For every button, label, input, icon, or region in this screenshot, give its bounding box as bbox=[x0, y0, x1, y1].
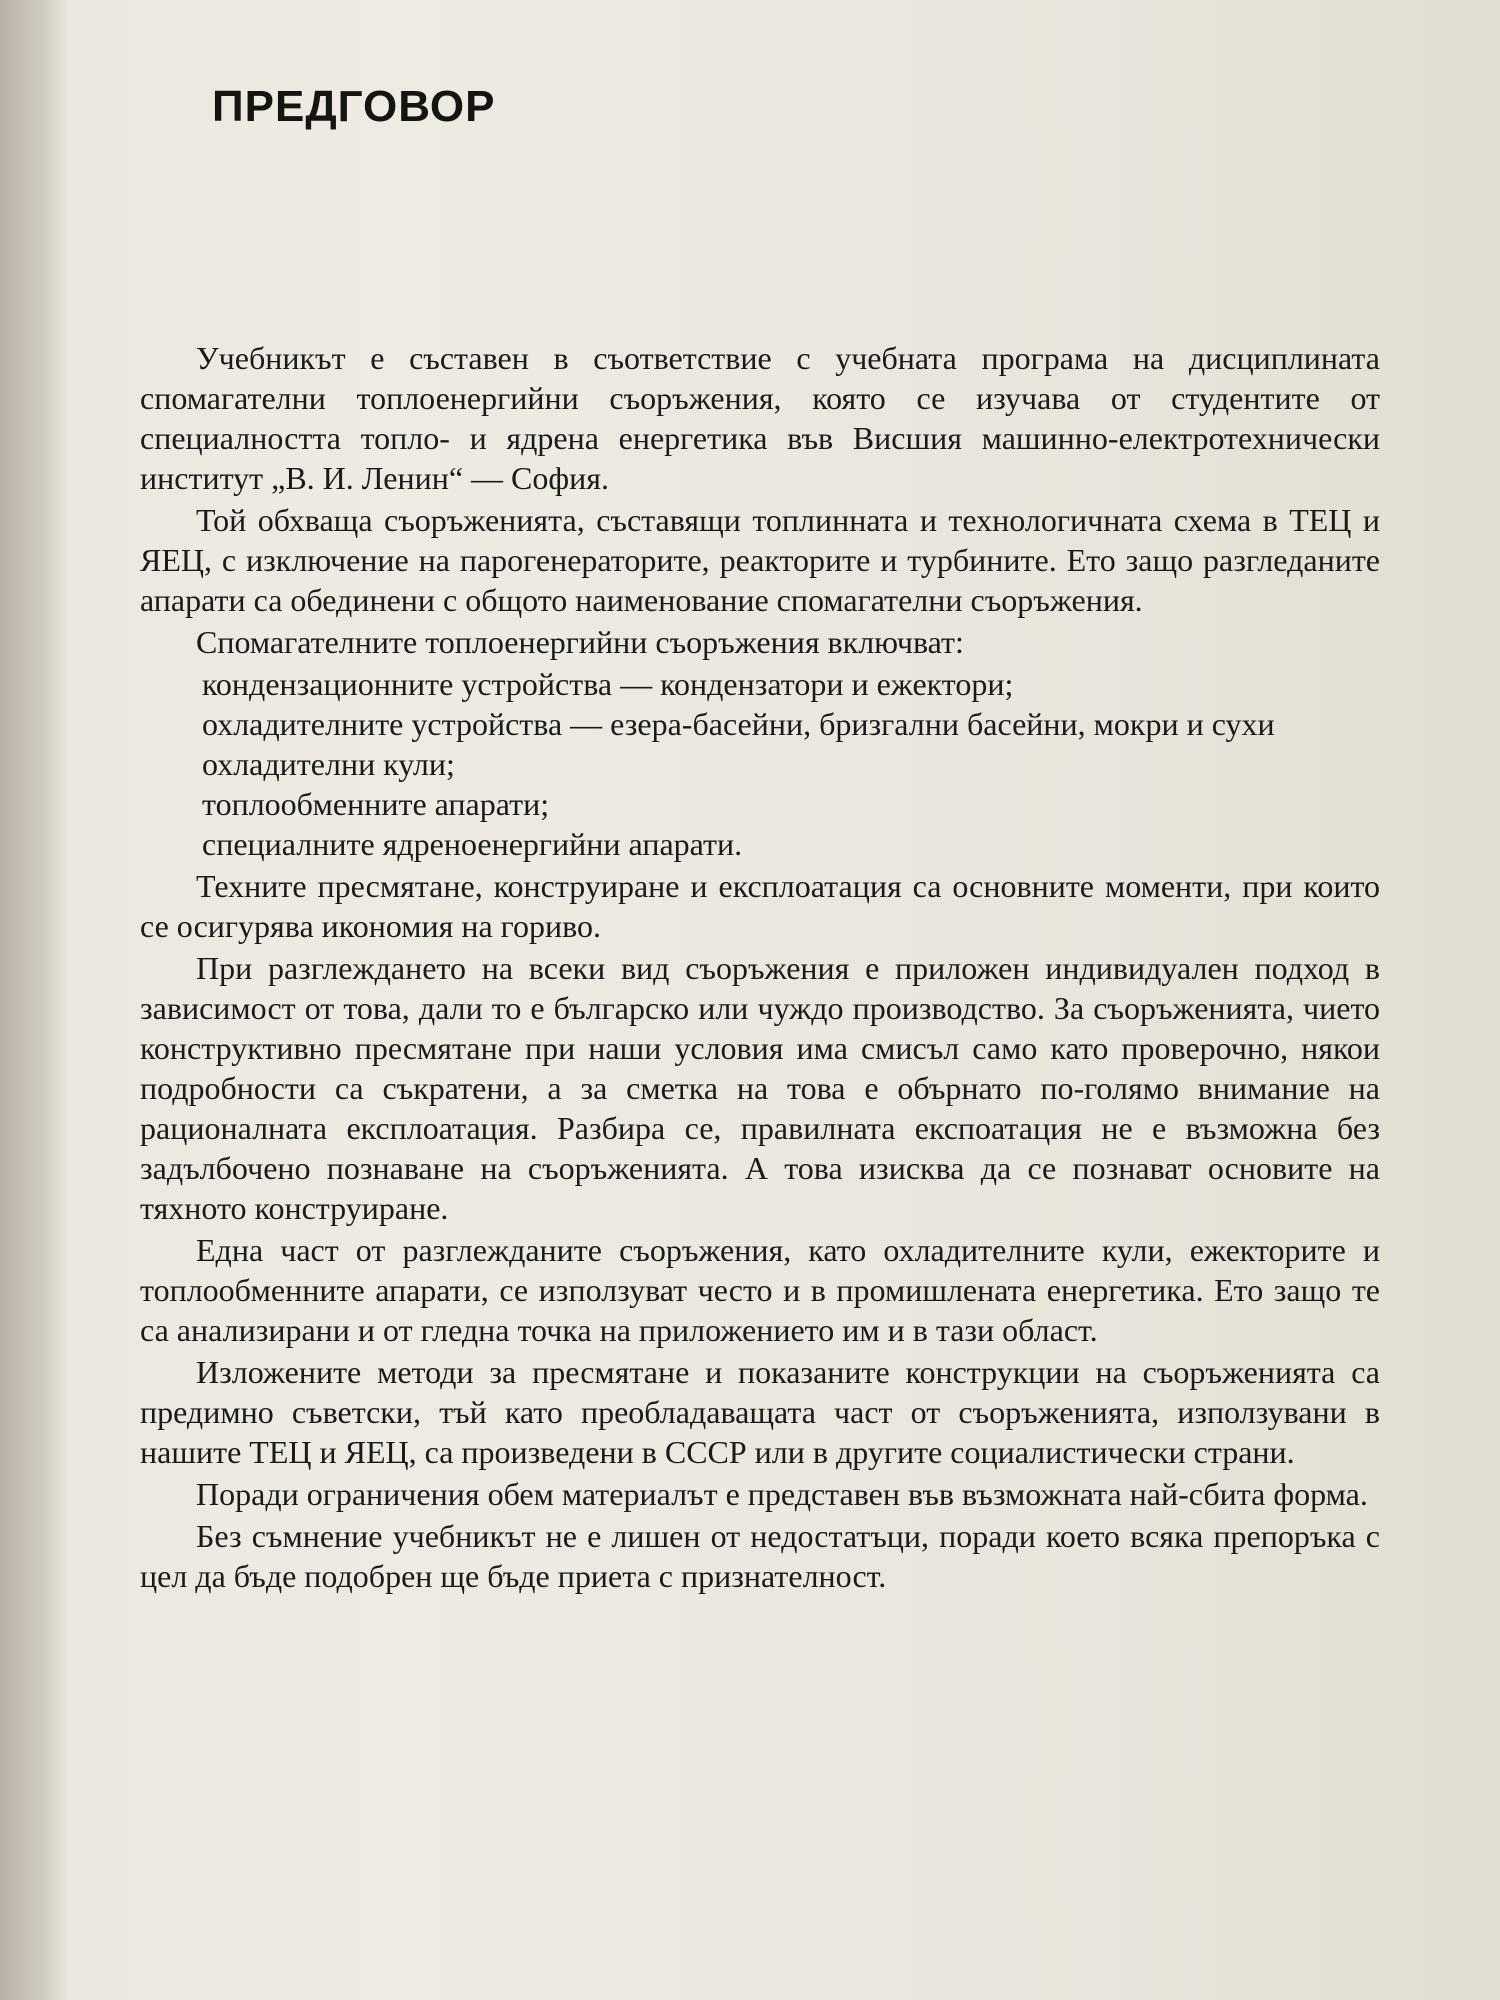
paragraph-8: Поради ограничения обем материалът е представен във възможната най-сбита форма. bbox=[196, 1476, 1368, 1512]
list-item: охладителните устройства — езера-басейни, бризгални басейни, мокри и сухи охладителни кули; bbox=[202, 706, 1275, 782]
preface-body bbox=[140, 338, 1380, 1598]
page-gutter-shadow bbox=[0, 0, 70, 2000]
paragraph-4: Техните пресмятане, конструиране и експлоатация са основните моменти, при които се осигурява икономия на гориво. bbox=[140, 868, 1380, 944]
list-item: кондензационните устройства — кондензатори и ежектори; bbox=[202, 666, 1014, 702]
paragraph-9: Без съмнение учебникът не е лишен от недостатъци, поради което всяка препоръка с цел да бъде подобрен ще бъде приета с признателност. bbox=[140, 1518, 1380, 1594]
paragraph-1: Учебникът е съставен в съответствие с учебната програма на дисциплината спомагателни топлоенергийни съоръжения, която се изучава от студентите от специалността топло- и ядрена енергетика във Висшия машинно-електротехнически институт „В. И. Ленин“ — София. bbox=[140, 340, 1380, 496]
equipment-list bbox=[140, 664, 1380, 864]
paragraph-3: Спомагателните топлоенергийни съоръжения включват: bbox=[196, 624, 964, 660]
list-item: специалните ядреноенергийни апарати. bbox=[202, 826, 743, 862]
paragraph-5: При разглеждането на всеки вид съоръжения е приложен индивидуален подход в зависимост от това, дали то е българско или чуждо производство. За съоръженията, чието конструктивно пресмятане при наши условия има смисъл само като проверочно, някои подробности са съкратени, а за сметка на това е обърнато по-голямо внимание на рационалната експлоатация. Разбира се, правилната експоатация не е възможна без задълбочено познаване на съоръженията. А това изисква да се познават основите на тяхното конструиране. bbox=[140, 950, 1380, 1226]
page-title: ПРЕДГОВОР bbox=[212, 82, 496, 131]
paragraph-6: Една част от разглежданите съоръжения, като охладителните кули, ежекторите и топлообменните апарати, се използуват често и в промишлената енергетика. Ето защо те са анализирани и от гледна точка на приложението им и в тази област. bbox=[140, 1232, 1380, 1348]
paragraph-7: Изложените методи за пресмятане и показаните конструкции на съоръженията са предимно съветски, тъй като преобладаващата част от съоръженията, използувани в нашите ТЕЦ и ЯЕЦ, са произведени в СССР или в другите социалистически страни. bbox=[140, 1354, 1380, 1470]
paragraph-2: Той обхваща съоръженията, съставящи топлинната и технологичната схема в ТЕЦ и ЯЕЦ, с изключение на парогенераторите, реакторите и турбините. Ето защо разгледаните апарати са обединени с общото наименование спомагателни съоръжения. bbox=[140, 502, 1380, 618]
list-item: топлообменните апарати; bbox=[202, 786, 550, 822]
